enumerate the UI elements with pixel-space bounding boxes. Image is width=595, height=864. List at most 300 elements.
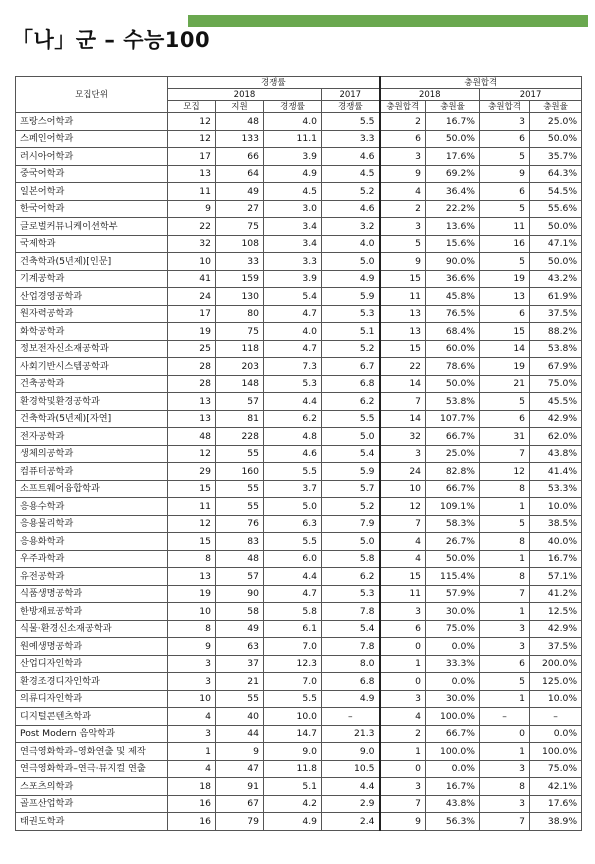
cell-unit-name: 산업경영공학과 — [16, 288, 168, 306]
cell-fill-count-2017: 6 — [480, 655, 530, 673]
cell-rate-2018: 5.1 — [264, 778, 322, 796]
cell-rate-2017: 5.3 — [322, 305, 380, 323]
cell-rate-2017: 5.9 — [322, 463, 380, 481]
cell-unit-name: 응용물리학과 — [16, 515, 168, 533]
cell-rate-2017: 5.4 — [322, 620, 380, 638]
table-row — [16, 183, 582, 201]
cell-recruit: 12 — [168, 113, 216, 131]
cell-fill-rate-2017: 42.9% — [530, 620, 582, 638]
cell-applied: 148 — [216, 375, 264, 393]
cell-fill-rate-2018: 53.8% — [426, 393, 480, 411]
cell-fill-rate-2017: 53.8% — [530, 340, 582, 358]
cell-unit-name: 산업디자인학과 — [16, 655, 168, 673]
cell-fill-rate-2017: 50.0% — [530, 218, 582, 236]
table-row — [16, 323, 582, 341]
cell-fill-count-2017: 16 — [480, 235, 530, 253]
cell-fill-rate-2017: 64.3% — [530, 165, 582, 183]
cell-recruit: 16 — [168, 813, 216, 831]
cell-fill-rate-2017: 12.5% — [530, 603, 582, 621]
cell-fill-count-2018: 10 — [380, 480, 426, 498]
table-row — [16, 813, 582, 831]
cell-fill-count-2018: 6 — [380, 620, 426, 638]
cell-fill-count-2018: 4 — [380, 708, 426, 726]
cell-rate-2017: 5.8 — [322, 550, 380, 568]
cell-unit-name: 의류디자인학과 — [16, 690, 168, 708]
cell-rate-2017: 4.6 — [322, 200, 380, 218]
cell-recruit: 22 — [168, 218, 216, 236]
cell-recruit: 3 — [168, 655, 216, 673]
cell-fill-rate-2018: 115.4% — [426, 568, 480, 586]
cell-applied: 80 — [216, 305, 264, 323]
cell-fill-count-2017: 7 — [480, 445, 530, 463]
cell-unit-name: 프랑스어학과 — [16, 113, 168, 131]
cell-fill-rate-2018: 69.2% — [426, 165, 480, 183]
cell-rate-2018: 6.1 — [264, 620, 322, 638]
cell-fill-count-2017: 8 — [480, 480, 530, 498]
cell-fill-count-2017: 8 — [480, 778, 530, 796]
table-body — [16, 113, 582, 831]
cell-fill-count-2018: 15 — [380, 340, 426, 358]
cell-fill-count-2018: 2 — [380, 725, 426, 743]
table-row — [16, 515, 582, 533]
cell-unit-name: 원예생명공학과 — [16, 638, 168, 656]
cell-fill-count-2018: 4 — [380, 533, 426, 551]
cell-rate-2017: 6.8 — [322, 375, 380, 393]
cell-fill-rate-2017: – — [530, 708, 582, 726]
cell-fill-count-2017: 8 — [480, 568, 530, 586]
cell-applied: 75 — [216, 218, 264, 236]
cell-rate-2018: 4.6 — [264, 445, 322, 463]
cell-fill-rate-2018: 90.0% — [426, 253, 480, 271]
cell-rate-2017: 6.2 — [322, 393, 380, 411]
table-row — [16, 340, 582, 358]
cell-rate-2017: 5.4 — [322, 445, 380, 463]
cell-unit-name: 일본어학과 — [16, 183, 168, 201]
table-row — [16, 463, 582, 481]
cell-fill-rate-2018: 50.0% — [426, 550, 480, 568]
table-row — [16, 550, 582, 568]
cell-applied: 63 — [216, 638, 264, 656]
cell-unit-name: 원자력공학과 — [16, 305, 168, 323]
cell-fill-count-2017: 1 — [480, 743, 530, 761]
cell-rate-2018: 4.8 — [264, 428, 322, 446]
cell-fill-rate-2018: 100.0% — [426, 708, 480, 726]
header-rate-2018: 경쟁률 — [264, 101, 322, 113]
cell-fill-rate-2018: 57.9% — [426, 585, 480, 603]
table-row — [16, 165, 582, 183]
cell-rate-2017: 3.2 — [322, 218, 380, 236]
cell-rate-2018: 3.3 — [264, 253, 322, 271]
cell-applied: 130 — [216, 288, 264, 306]
cell-fill-rate-2018: 13.6% — [426, 218, 480, 236]
cell-recruit: 28 — [168, 375, 216, 393]
cell-unit-name: 환경학및환경공학과 — [16, 393, 168, 411]
admission-stats-table — [15, 76, 582, 831]
table-row — [16, 148, 582, 166]
cell-fill-count-2017: 31 — [480, 428, 530, 446]
cell-fill-count-2017: 7 — [480, 813, 530, 831]
table-row — [16, 498, 582, 516]
cell-rate-2018: 11.1 — [264, 130, 322, 148]
cell-recruit: 17 — [168, 305, 216, 323]
cell-fill-rate-2017: 37.5% — [530, 305, 582, 323]
cell-unit-name: 건축학과(5년제)[자연] — [16, 410, 168, 428]
cell-rate-2017: 5.2 — [322, 183, 380, 201]
cell-rate-2018: 4.2 — [264, 795, 322, 813]
cell-rate-2017: 5.9 — [322, 288, 380, 306]
cell-fill-rate-2017: 42.1% — [530, 778, 582, 796]
header-competition: 경쟁률 — [168, 77, 380, 89]
cell-rate-2018: 3.0 — [264, 200, 322, 218]
cell-applied: 66 — [216, 148, 264, 166]
table-row — [16, 358, 582, 376]
cell-fill-rate-2018: 68.4% — [426, 323, 480, 341]
cell-fill-rate-2017: 35.7% — [530, 148, 582, 166]
cell-fill-rate-2018: 33.3% — [426, 655, 480, 673]
cell-applied: 49 — [216, 183, 264, 201]
cell-unit-name: 러시아어학과 — [16, 148, 168, 166]
cell-unit-name: 식물·환경신소재공학과 — [16, 620, 168, 638]
cell-unit-name: 스포츠의학과 — [16, 778, 168, 796]
cell-applied: 108 — [216, 235, 264, 253]
cell-rate-2018: 14.7 — [264, 725, 322, 743]
cell-recruit: 8 — [168, 620, 216, 638]
cell-fill-count-2018: 0 — [380, 760, 426, 778]
header-fill-rate-2018: 충원율 — [426, 101, 480, 113]
table-row — [16, 113, 582, 131]
cell-applied: 228 — [216, 428, 264, 446]
cell-rate-2018: 3.9 — [264, 148, 322, 166]
cell-rate-2018: 4.9 — [264, 165, 322, 183]
cell-fill-count-2017: 6 — [480, 410, 530, 428]
cell-recruit: 17 — [168, 148, 216, 166]
table-row — [16, 410, 582, 428]
cell-fill-rate-2017: 55.6% — [530, 200, 582, 218]
cell-fill-rate-2017: 10.0% — [530, 498, 582, 516]
cell-fill-count-2018: 3 — [380, 603, 426, 621]
cell-applied: 55 — [216, 690, 264, 708]
cell-fill-rate-2017: 43.8% — [530, 445, 582, 463]
table-row — [16, 288, 582, 306]
cell-fill-rate-2018: 16.7% — [426, 778, 480, 796]
cell-fill-count-2018: 24 — [380, 463, 426, 481]
cell-unit-name: 한국어학과 — [16, 200, 168, 218]
cell-fill-rate-2017: 41.4% — [530, 463, 582, 481]
cell-fill-rate-2018: 17.6% — [426, 148, 480, 166]
table-row — [16, 200, 582, 218]
cell-fill-count-2017: 0 — [480, 725, 530, 743]
cell-recruit: 18 — [168, 778, 216, 796]
header-fill-rate-2017: 충원율 — [530, 101, 582, 113]
cell-unit-name: 연극영화학과–영화연출 및 제작 — [16, 743, 168, 761]
cell-fill-count-2018: 7 — [380, 393, 426, 411]
cell-fill-rate-2017: 75.0% — [530, 760, 582, 778]
cell-applied: 76 — [216, 515, 264, 533]
cell-rate-2018: 3.7 — [264, 480, 322, 498]
cell-applied: 57 — [216, 393, 264, 411]
cell-fill-count-2017: 21 — [480, 375, 530, 393]
cell-applied: 64 — [216, 165, 264, 183]
cell-fill-count-2018: 2 — [380, 113, 426, 131]
cell-fill-count-2017: 14 — [480, 340, 530, 358]
cell-fill-rate-2017: 50.0% — [530, 130, 582, 148]
cell-rate-2018: 4.4 — [264, 568, 322, 586]
cell-fill-count-2018: 13 — [380, 323, 426, 341]
cell-rate-2017: 2.9 — [322, 795, 380, 813]
cell-rate-2017: 4.9 — [322, 270, 380, 288]
cell-recruit: 29 — [168, 463, 216, 481]
cell-rate-2017: 5.7 — [322, 480, 380, 498]
header-recruit: 모집 — [168, 101, 216, 113]
cell-rate-2018: 12.3 — [264, 655, 322, 673]
cell-recruit: 12 — [168, 445, 216, 463]
cell-rate-2017: 10.5 — [322, 760, 380, 778]
cell-fill-count-2018: 3 — [380, 218, 426, 236]
cell-rate-2017: 7.8 — [322, 603, 380, 621]
cell-rate-2017: 4.4 — [322, 778, 380, 796]
cell-fill-rate-2017: 61.9% — [530, 288, 582, 306]
cell-fill-count-2017: 1 — [480, 498, 530, 516]
cell-fill-rate-2018: 66.7% — [426, 480, 480, 498]
cell-fill-rate-2017: 38.5% — [530, 515, 582, 533]
cell-fill-rate-2018: 45.8% — [426, 288, 480, 306]
cell-fill-rate-2017: 100.0% — [530, 743, 582, 761]
cell-fill-count-2017: 6 — [480, 305, 530, 323]
cell-rate-2017: 5.5 — [322, 410, 380, 428]
cell-fill-rate-2017: 42.9% — [530, 410, 582, 428]
cell-rate-2017: 4.5 — [322, 165, 380, 183]
cell-fill-count-2018: 12 — [380, 498, 426, 516]
cell-rate-2018: 4.7 — [264, 340, 322, 358]
cell-unit-name: 화학공학과 — [16, 323, 168, 341]
cell-rate-2018: 4.7 — [264, 305, 322, 323]
cell-applied: 55 — [216, 498, 264, 516]
cell-fill-rate-2018: 0.0% — [426, 760, 480, 778]
cell-fill-rate-2017: 37.5% — [530, 638, 582, 656]
cell-fill-rate-2018: 43.8% — [426, 795, 480, 813]
cell-fill-count-2017: 11 — [480, 218, 530, 236]
cell-fill-rate-2017: 57.1% — [530, 568, 582, 586]
cell-fill-rate-2017: 0.0% — [530, 725, 582, 743]
cell-unit-name: 사회기반시스템공학과 — [16, 358, 168, 376]
cell-rate-2017: – — [322, 708, 380, 726]
cell-rate-2017: 9.0 — [322, 743, 380, 761]
cell-rate-2017: 7.8 — [322, 638, 380, 656]
cell-unit-name: 중국어학과 — [16, 165, 168, 183]
cell-rate-2018: 4.0 — [264, 113, 322, 131]
cell-fill-count-2018: 5 — [380, 235, 426, 253]
cell-fill-count-2017: 7 — [480, 585, 530, 603]
cell-applied: 49 — [216, 620, 264, 638]
page-title: 「나」군 – 수능100 — [12, 28, 211, 52]
cell-fill-rate-2017: 88.2% — [530, 323, 582, 341]
cell-recruit: 25 — [168, 340, 216, 358]
cell-rate-2017: 4.0 — [322, 235, 380, 253]
cell-rate-2018: 5.5 — [264, 463, 322, 481]
cell-rate-2017: 2.4 — [322, 813, 380, 831]
cell-fill-rate-2017: 50.0% — [530, 253, 582, 271]
cell-unit-name: 전자공학과 — [16, 428, 168, 446]
table-row — [16, 708, 582, 726]
cell-recruit: 9 — [168, 638, 216, 656]
cell-fill-count-2018: 3 — [380, 148, 426, 166]
cell-applied: 48 — [216, 550, 264, 568]
header-fill-count-2018: 충원합격 — [380, 101, 426, 113]
table-row — [16, 218, 582, 236]
cell-recruit: 4 — [168, 708, 216, 726]
cell-applied: 33 — [216, 253, 264, 271]
cell-fill-rate-2017: 43.2% — [530, 270, 582, 288]
cell-unit-name: 기계공학과 — [16, 270, 168, 288]
header-applied: 지원 — [216, 101, 264, 113]
table-row — [16, 760, 582, 778]
cell-fill-count-2018: 11 — [380, 585, 426, 603]
cell-fill-count-2018: 0 — [380, 638, 426, 656]
cell-fill-rate-2017: 40.0% — [530, 533, 582, 551]
cell-unit-name: Post Modern 음악학과 — [16, 725, 168, 743]
table-row — [16, 480, 582, 498]
cell-fill-count-2017: 3 — [480, 638, 530, 656]
cell-fill-count-2017: 3 — [480, 795, 530, 813]
table-row — [16, 690, 582, 708]
table-row — [16, 393, 582, 411]
cell-rate-2018: 4.0 — [264, 323, 322, 341]
table-row — [16, 725, 582, 743]
cell-rate-2017: 5.0 — [322, 253, 380, 271]
cell-recruit: 41 — [168, 270, 216, 288]
cell-unit-name: 생체의공학과 — [16, 445, 168, 463]
table-row — [16, 235, 582, 253]
cell-recruit: 16 — [168, 795, 216, 813]
cell-applied: 91 — [216, 778, 264, 796]
cell-fill-rate-2017: 45.5% — [530, 393, 582, 411]
cell-recruit: 9 — [168, 200, 216, 218]
cell-fill-rate-2018: 0.0% — [426, 638, 480, 656]
cell-applied: 133 — [216, 130, 264, 148]
cell-applied: 67 — [216, 795, 264, 813]
cell-fill-rate-2017: 16.7% — [530, 550, 582, 568]
cell-rate-2018: 5.8 — [264, 603, 322, 621]
cell-applied: 75 — [216, 323, 264, 341]
cell-fill-count-2017: 19 — [480, 358, 530, 376]
cell-applied: 21 — [216, 673, 264, 691]
cell-fill-count-2017: 3 — [480, 620, 530, 638]
cell-rate-2017: 8.0 — [322, 655, 380, 673]
cell-unit-name: 응용수학과 — [16, 498, 168, 516]
header-competition-2017: 2017 — [322, 89, 380, 101]
cell-rate-2018: 4.9 — [264, 813, 322, 831]
cell-rate-2017: 6.7 — [322, 358, 380, 376]
cell-rate-2017: 5.1 — [322, 323, 380, 341]
cell-fill-count-2017: 12 — [480, 463, 530, 481]
cell-rate-2017: 6.8 — [322, 673, 380, 691]
cell-recruit: 8 — [168, 550, 216, 568]
cell-unit-name: 건축학과(5년제)[인문] — [16, 253, 168, 271]
cell-fill-count-2018: 2 — [380, 200, 426, 218]
cell-rate-2017: 5.2 — [322, 498, 380, 516]
cell-recruit: 12 — [168, 130, 216, 148]
cell-fill-count-2017: 3 — [480, 760, 530, 778]
cell-applied: 40 — [216, 708, 264, 726]
cell-fill-rate-2018: 16.7% — [426, 113, 480, 131]
cell-fill-count-2018: 4 — [380, 550, 426, 568]
cell-fill-count-2018: 7 — [380, 795, 426, 813]
table-header — [16, 77, 582, 113]
table-row — [16, 743, 582, 761]
cell-recruit: 11 — [168, 183, 216, 201]
cell-unit-name: 정보전자신소재공학과 — [16, 340, 168, 358]
cell-applied: 79 — [216, 813, 264, 831]
cell-fill-count-2018: 14 — [380, 375, 426, 393]
cell-fill-count-2017: 5 — [480, 515, 530, 533]
cell-fill-rate-2018: 76.5% — [426, 305, 480, 323]
cell-applied: 83 — [216, 533, 264, 551]
cell-unit-name: 유전공학과 — [16, 568, 168, 586]
cell-fill-rate-2018: 30.0% — [426, 690, 480, 708]
header-competition-2018: 2018 — [168, 89, 322, 101]
cell-recruit: 19 — [168, 585, 216, 603]
cell-rate-2018: 4.4 — [264, 393, 322, 411]
cell-fill-count-2017: 13 — [480, 288, 530, 306]
cell-fill-rate-2018: 26.7% — [426, 533, 480, 551]
cell-fill-rate-2017: 62.0% — [530, 428, 582, 446]
cell-rate-2018: 5.3 — [264, 375, 322, 393]
cell-recruit: 24 — [168, 288, 216, 306]
cell-unit-name: 한방재료공학과 — [16, 603, 168, 621]
table-row — [16, 375, 582, 393]
cell-fill-count-2017: 19 — [480, 270, 530, 288]
cell-recruit: 13 — [168, 165, 216, 183]
cell-fill-rate-2018: 109.1% — [426, 498, 480, 516]
cell-rate-2018: 4.5 — [264, 183, 322, 201]
cell-unit-name: 응용화학과 — [16, 533, 168, 551]
table-row — [16, 253, 582, 271]
cell-fill-count-2018: 14 — [380, 410, 426, 428]
table-row — [16, 130, 582, 148]
cell-fill-count-2017: 1 — [480, 690, 530, 708]
cell-recruit: 12 — [168, 515, 216, 533]
cell-fill-rate-2018: 78.6% — [426, 358, 480, 376]
header-fill: 충원합격 — [380, 77, 582, 89]
table-row — [16, 620, 582, 638]
cell-fill-count-2018: 11 — [380, 288, 426, 306]
cell-fill-rate-2017: 67.9% — [530, 358, 582, 376]
cell-fill-rate-2018: 50.0% — [426, 375, 480, 393]
cell-fill-rate-2018: 50.0% — [426, 130, 480, 148]
cell-rate-2017: 5.3 — [322, 585, 380, 603]
cell-fill-rate-2018: 30.0% — [426, 603, 480, 621]
cell-fill-count-2018: 15 — [380, 270, 426, 288]
cell-rate-2017: 7.9 — [322, 515, 380, 533]
cell-unit-name: 디지털콘텐츠학과 — [16, 708, 168, 726]
cell-rate-2018: 4.7 — [264, 585, 322, 603]
cell-fill-rate-2018: 75.0% — [426, 620, 480, 638]
cell-applied: 47 — [216, 760, 264, 778]
cell-fill-count-2017: 9 — [480, 165, 530, 183]
cell-rate-2018: 5.5 — [264, 533, 322, 551]
cell-applied: 55 — [216, 445, 264, 463]
cell-fill-count-2017: 1 — [480, 550, 530, 568]
cell-rate-2017: 21.3 — [322, 725, 380, 743]
cell-fill-rate-2018: 0.0% — [426, 673, 480, 691]
cell-unit-name: 환경조경디자인학과 — [16, 673, 168, 691]
cell-rate-2018: 7.0 — [264, 673, 322, 691]
cell-recruit: 10 — [168, 253, 216, 271]
cell-fill-count-2017: 5 — [480, 253, 530, 271]
cell-fill-rate-2018: 58.3% — [426, 515, 480, 533]
cell-fill-rate-2017: 38.9% — [530, 813, 582, 831]
cell-fill-rate-2018: 107.7% — [426, 410, 480, 428]
